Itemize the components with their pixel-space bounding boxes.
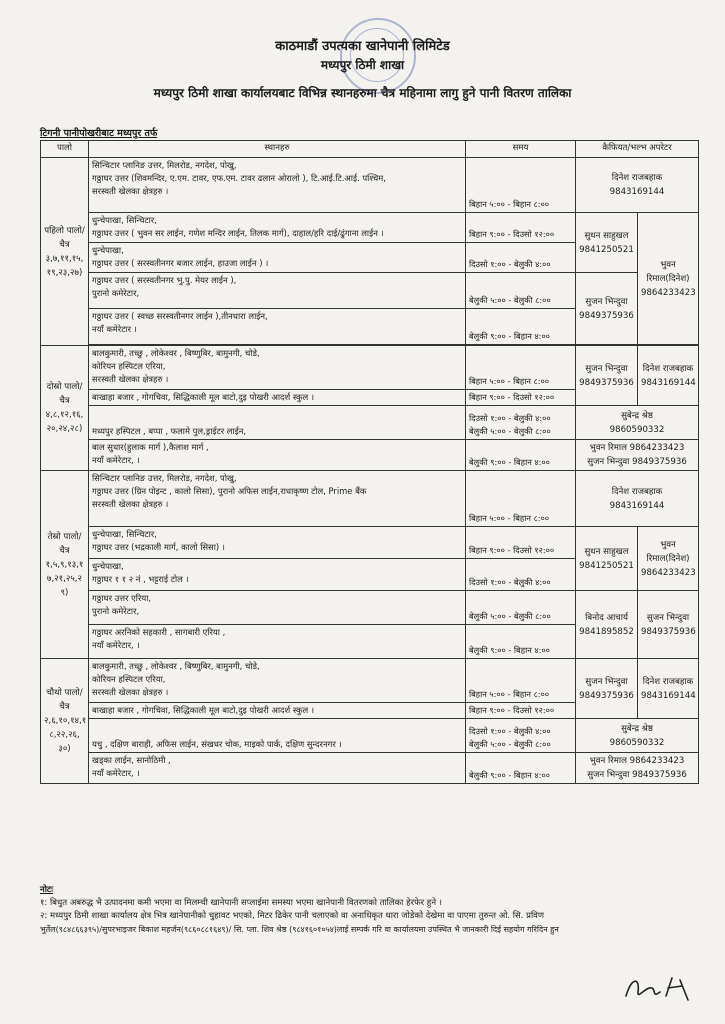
operator-name: सुधन साहुखल	[584, 546, 629, 557]
header-place: स्थानहरु	[89, 141, 466, 158]
operator-cell	[576, 719, 699, 753]
place-cell	[89, 659, 466, 703]
operator-phone: 9841895852	[579, 626, 634, 637]
place-line: गठ्ठाघर उत्तर ( भुवन सर लाईन, गणेश मन्दिर लाईन, तिलक मार्ग), दाहाल/हरि दाई/ढुंगाना लाईन ।	[92, 228, 384, 238]
place-line: बाखाहा बजार , गोगचिवा, सिद्धिकाली मूल बाटो,दुइ पोखरी आदर्श स्कुल ।	[92, 392, 315, 402]
operator-phone: 9860590332	[609, 737, 665, 748]
place-line: सरस्वती खेलका क्षेत्रहरु ।	[92, 499, 169, 509]
table-row	[41, 471, 699, 527]
place-cell	[89, 243, 466, 273]
operator-name: सुजन भिन्दुवा	[585, 676, 628, 687]
place-line: गठ्ठाघर उत्तर (भद्रकाली मार्ग, कालो सिसा) ।	[92, 542, 225, 552]
place-line: मध्यपुर हस्पिटल , बप्पा , फलामे पुल,ड्राईटर लाईन,	[92, 426, 247, 436]
operator-name: भुवन रिमाल(दिनेश)	[646, 539, 690, 564]
table-row	[41, 440, 699, 471]
time-cell: बेलुकी ५:०० - बेलुकी ८:००	[466, 591, 576, 625]
operator-line: सुजन भिन्दुवा 9849375936	[587, 457, 687, 467]
operator-name: सुजन भिन्दुवा	[646, 612, 690, 623]
water-schedule-table	[40, 140, 699, 784]
place-line: धुन्चेपाखा, सिन्चिटार,	[92, 529, 157, 539]
operator-phone: 9843169144	[641, 377, 696, 388]
place-cell	[89, 719, 466, 753]
operator-name: दिनेश राजबहाक	[611, 173, 663, 183]
time-cell: बिहान ९:०० - दिउसो १२:००	[466, 213, 576, 243]
place-line: नयाँ कमेरेटार, ।	[92, 455, 140, 465]
table-subtitle: टिगनी पानीपोखरीबाट मध्यपुर तर्फ	[40, 128, 158, 139]
branch-name: मध्यपुर ठिमी शाखा	[320, 58, 405, 72]
place-cell	[89, 406, 466, 440]
operator-phone: 9849375936	[641, 626, 696, 637]
time-cell: बेलुकी ९:०० - बिहान ४:००	[466, 753, 576, 784]
turn-cell: तेस्रो पालो/चैत्र १,५,९,१३,१ ७,२१,२५,२ ९)	[41, 471, 89, 659]
operator-cell	[576, 591, 638, 659]
place-line: सिन्चिटार प्लानिङ उत्तर, मिलरोड, नगदेश, पोखु,	[92, 160, 237, 170]
place-line: बाल सुधार(हुलाक मार्ग ),कैलाश मार्ग ,	[92, 442, 209, 452]
table-row	[41, 527, 699, 559]
place-line: सरस्वती खेलका क्षेत्रहरु ।	[92, 186, 169, 196]
place-cell	[89, 703, 466, 719]
operator-line: भुवन रिमाल 9864233423	[589, 443, 685, 453]
note-item: भुर्तेल(९८४८६६३९५)/सुपरभाइजर बिकाश महर्जन(९८६०८८१६४९)/ सि. प्ला. शिव श्रेष्ठ (९८४१६०१०५४)लाई सम्पर्क गरि वा कार्यालयमा उपस्थित भै जानकारी दिई सहयोग गरिदिन हुन	[40, 925, 559, 934]
header-turn: पालो	[41, 141, 89, 158]
operator-phone: 9864233423	[641, 567, 696, 578]
place-line: बाखाहा बजार , गोगचिवा, सिद्धिकाली मूल बाटो,दुइ पोखरी आदर्श स्कुल ।	[92, 705, 315, 715]
place-cell	[89, 753, 466, 784]
operator-cell	[638, 213, 699, 345]
operator-cell	[576, 471, 699, 527]
place-line: गठ्ठाघर उत्तर (ग्रिन पोइन्ट , कालो सिसा), पुरानो अफिस लाईन,राधाकृष्ण टोल, Prime बैंक	[92, 486, 367, 496]
place-line: कोरियन हस्पिटल एरिया,	[92, 674, 166, 684]
table-row	[41, 273, 699, 309]
note-item: १: बिधुत अबरुद्ध भै उत्पादनमा कमी भएमा वा मिलम्ची खानेपानी सप्लाईमा समस्या भएमा खानेपानी वितरणको तालिका हेरफेर हुने ।	[40, 898, 442, 908]
operator-name: सुबेन्द्र श्रेष्ठ	[621, 723, 653, 734]
table-row	[41, 158, 699, 213]
place-line: गठ्ठाघर १ १ २ नं , भट्टराई टोल ।	[92, 574, 189, 584]
place-line: सिन्चिटार प्लानिङ उत्तर, मिलरोड, नगदेश, पोखु,	[92, 473, 237, 483]
place-line: बालकुमारी, तच्छु , लोकेश्वर , बिष्णुबिर, बामुनगी, चोडे,	[92, 661, 260, 671]
place-line: नयाँ कमेरेटार, ।	[92, 768, 140, 778]
place-line: नयाँ कमेरेटार ।	[92, 324, 137, 334]
operator-cell	[576, 527, 638, 591]
operator-line: सुजन भिन्दुवा 9849375936	[587, 770, 687, 780]
table-row	[41, 719, 699, 753]
time-cell: बेलुकी ५:०० - बेलुकी ८:००	[466, 273, 576, 309]
time-cell: बेलुकी ९:०० - बिहान ४:००	[466, 309, 576, 345]
operator-phone: 9841250521	[579, 244, 634, 255]
operator-phone: 9849375936	[579, 690, 634, 701]
place-line: खड्का लाईन, सानोठिमी ,	[92, 755, 171, 765]
operator-phone: 9843169144	[609, 500, 665, 511]
table-row	[41, 346, 699, 390]
place-line: सरस्वती खेलका क्षेत्रहरु ।	[92, 687, 169, 697]
place-cell	[89, 346, 466, 390]
time-cell: बिहान ९:०० - दिउसो १२:००	[466, 527, 576, 559]
place-cell	[89, 158, 466, 213]
operator-cell	[638, 659, 699, 719]
operator-phone: 9841250521	[579, 560, 634, 571]
place-line: गठ्ठाघर उत्तर ( स्वच्छ सरस्वतीनगर लाईन ),तीनधारा लाईन,	[92, 311, 268, 321]
operator-cell	[576, 406, 699, 440]
time-cell: बिहान ९:०० - दिउसो १२:००	[466, 390, 576, 406]
organization-name: काठमाडौं उपत्यका खानेपानी लिमिटेड	[275, 39, 450, 54]
operator-cell	[638, 527, 699, 591]
place-line: कोरियन हस्पिटल एरिया,	[92, 361, 166, 371]
time-line: दिउसो १:०० - बेलुकी ४:००	[469, 726, 551, 736]
time-cell: बिहान ९:०० - दिउसो १२:००	[466, 703, 576, 719]
operator-phone: 9843169144	[641, 690, 696, 701]
table-row	[41, 406, 699, 440]
place-line: नयाँ कमेरेटार, ।	[92, 640, 140, 650]
operator-name: दिनेश राजबहाक	[642, 676, 694, 687]
place-line: पुरानो कमेरेटार,	[92, 288, 140, 298]
time-cell: दिउसो १:०० - बेलुकी ४:००	[466, 243, 576, 273]
turn-cell: पहिलो पालो/चैत्र ३,७,११,१५, १९,२३,२७)	[41, 158, 89, 346]
table-row	[41, 213, 699, 243]
header-row	[41, 141, 699, 158]
operator-phone: 9843169144	[609, 187, 665, 197]
operator-phone: 9849375936	[579, 377, 634, 388]
operator-cell	[576, 659, 638, 719]
operator-name: दिनेश राजबहाक	[642, 363, 694, 374]
place-line: गठ्ठाघर उत्तर एरिया,	[92, 593, 152, 603]
place-line: पुरानो कमेरेटार,	[92, 606, 140, 616]
operator-cell	[638, 346, 699, 406]
turn-cell: दोस्रो पालो/चैत्र ४,८,१२,१६, २०,२४,२८)	[41, 346, 89, 471]
place-cell	[89, 591, 466, 625]
operator-cell	[576, 346, 638, 406]
operator-cell	[576, 753, 699, 784]
time-cell: बिहान ५:०० - बिहान ८:००	[466, 471, 576, 527]
operator-phone: 9849375936	[579, 310, 634, 321]
operator-phone: 9864233423	[641, 287, 696, 298]
operator-cell	[576, 440, 699, 471]
place-line: सरस्वती खेलका क्षेत्रहरु ।	[92, 374, 169, 384]
time-cell: दिउसो १:०० - बेलुकी ४:००	[466, 559, 576, 591]
operator-cell	[576, 158, 699, 213]
table-row	[41, 753, 699, 784]
time-cell: बेलुकी ९:०० - बिहान ४:००	[466, 440, 576, 471]
document-title: मध्यपुर ठिमी शाखा कार्यालयबाट विभिन्न स्थानहरुमा चैत्र महिनामा लागु हुने पानी वितरण तालिका	[153, 86, 572, 100]
time-cell: बेलुकी ९:०० - बिहान ४:००	[466, 625, 576, 659]
place-line: बालकुमारी, तच्छु , लोकेश्वर , बिष्णुबिर, बामुनगी, चोडे,	[92, 348, 260, 358]
operator-name: सुधन साहुखल	[584, 230, 629, 241]
place-line: गठ्ठाघर उत्तर (शिवमन्दिर, ए.एम. टावर, एफ.एम. टावर ढलान ओरालो ), टि.आई.टि.आई. पश्चिम,	[92, 173, 386, 183]
header-remarks: कैफियत/भल्भ अपरेटर	[576, 141, 699, 158]
place-cell	[89, 213, 466, 243]
time-line: बेलुकी ५:०० - बेलुकी ८:००	[469, 739, 551, 749]
table-row	[41, 591, 699, 625]
place-cell	[89, 559, 466, 591]
time-cell: बिहान ५:०० - बिहान ८:००	[466, 346, 576, 390]
time-cell: बिहान ५:०० - बिहान ८:००	[466, 659, 576, 703]
place-line: यचु , दक्षिण बाराही, अफिस लाईन, संखधर चोक, माइको पार्क, दक्षिण सुन्दरनगर ।	[92, 739, 342, 749]
time-cell: बिहान ५:०० - बिहान ८:००	[466, 158, 576, 213]
note-item: २: मध्यपुर ठिमी शाखा कार्यालय क्षेत्र भित्र खानेपानीको चुहावट भएको, मिटर ढिकेर पानी चलाएको वा अनाधिकृत धारा जोडेको देखेमा वा पाएमा तुरुन्त ओ. सि. प्रविण	[40, 911, 545, 921]
time-line: बेलुकी ५:०० - बेलुकी ८:००	[469, 426, 551, 436]
operator-name: सुजन भिन्दुवा	[585, 296, 628, 307]
time-cell	[466, 406, 576, 440]
place-line: गठ्ठाघर अरनिको सहकारी , सागबारी एरिया ,	[92, 627, 226, 637]
place-cell	[89, 273, 466, 309]
place-line: गठ्ठाघर उत्तर ( सरस्वतीनगर बजार लाईन, हाउजा लाईन ) ।	[92, 258, 269, 268]
place-cell	[89, 625, 466, 659]
place-cell	[89, 309, 466, 345]
time-line: दिउसो १:०० - बेलुकी ४:००	[469, 413, 551, 423]
place-line: गठ्ठाघर उत्तर ( सरस्वतीनगर भु.पु. मेयर लाईन ),	[92, 275, 237, 285]
operator-cell	[576, 273, 638, 345]
operator-line: भुवन रिमाल 9864233423	[589, 756, 685, 766]
place-line: धुन्चेपाखा, सिन्चिटार,	[92, 215, 157, 225]
operator-cell	[576, 213, 638, 273]
operator-phone: 9860590332	[609, 424, 665, 435]
place-line: धुन्चेपाखा,	[92, 561, 124, 571]
time-cell	[466, 719, 576, 753]
handwritten-signature	[622, 966, 702, 1006]
notes-section	[40, 884, 680, 936]
notes-heading: नोटः	[40, 885, 53, 895]
place-cell	[89, 390, 466, 406]
operator-cell	[638, 591, 699, 659]
place-line: धुन्चेपाखा,	[92, 245, 124, 255]
operator-name: सुजन भिन्दुवा	[585, 363, 628, 374]
place-cell	[89, 527, 466, 559]
place-cell	[89, 440, 466, 471]
operator-name: दिनेश राजबहाक	[611, 486, 663, 497]
table-row	[41, 659, 699, 703]
header-time: समय	[466, 141, 576, 158]
turn-cell: चौथो पालो/चैत्र २,६,१०,१४,१ ८,२२,२६, ३०)	[41, 659, 89, 784]
place-cell	[89, 471, 466, 527]
operator-name: भुवन रिमाल(दिनेश)	[646, 259, 690, 284]
operator-name: सुबेन्द्र श्रेष्ठ	[621, 410, 653, 421]
operator-name: बिनोद आचार्य	[585, 612, 628, 623]
